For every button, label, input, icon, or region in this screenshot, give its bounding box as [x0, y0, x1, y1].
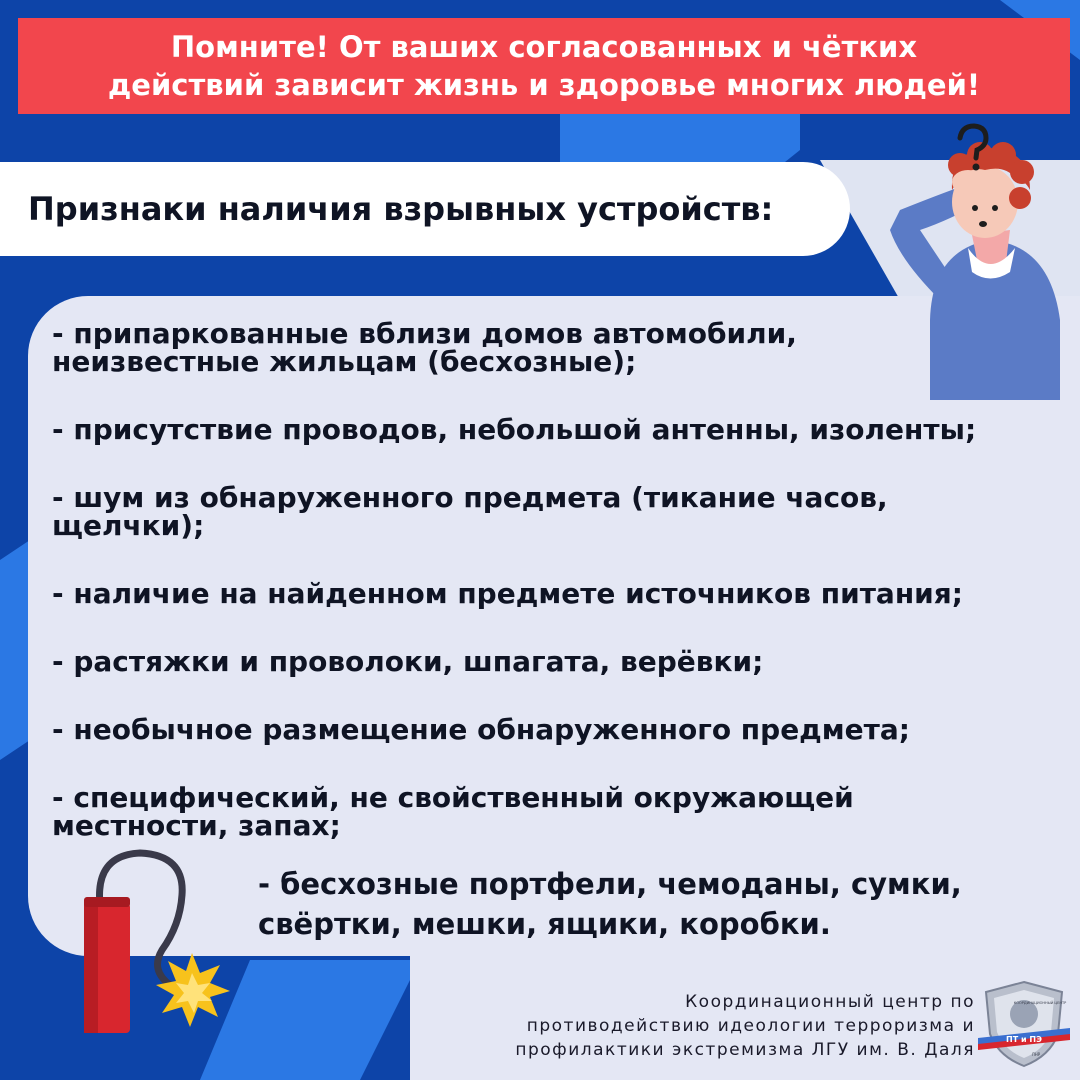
list-item: - растяжки и проволоки, шпагата, верёвки; — [52, 645, 764, 678]
signs-list — [52, 317, 1080, 880]
warning-banner — [18, 18, 1070, 114]
emblem-bottom-text: ЛНР — [1031, 1052, 1041, 1057]
page-title: Признаки наличия взрывных устройств: — [28, 190, 774, 228]
list-item: - присутствие проводов, небольшой антенны, изоленты; — [52, 413, 977, 446]
banner-line-1: Помните! От ваших согласованных и чётких — [170, 30, 918, 64]
emblem-ribbon-text: ПТ и ПЭ — [1006, 1035, 1042, 1044]
list-item: - шум из обнаруженного предмета (тикание часов, щелчки); — [52, 481, 888, 542]
list-item: - необычное размещение обнаруженного предмета; — [52, 713, 910, 746]
last-list-item: - бесхозные портфели, чемоданы, сумки, свёртки, мешки, ящики, коробки. — [258, 867, 962, 941]
list-item: - припаркованные вблизи домов автомобили, неизвестные жильцам (бесхозные); — [52, 317, 797, 378]
list-item: - специфический, не свойственный окружающей местности, запах; — [52, 781, 854, 842]
emblem-top-text: КООРДИНАЦИОННЫЙ ЦЕНТР — [1013, 1001, 1067, 1005]
banner-line-2: действий зависит жизнь и здоровье многих людей! — [107, 68, 981, 102]
footer-organization: Координационный центр по противодействию идеологии терроризма и профилактики экстремизма ЛГУ им. В. Даля — [515, 992, 975, 1060]
shield-emblem-icon — [978, 978, 1070, 1070]
heading-pill — [0, 162, 850, 256]
list-item: - наличие на найденном предмете источников питания; — [52, 577, 963, 610]
dynamite-icon — [70, 845, 250, 1035]
